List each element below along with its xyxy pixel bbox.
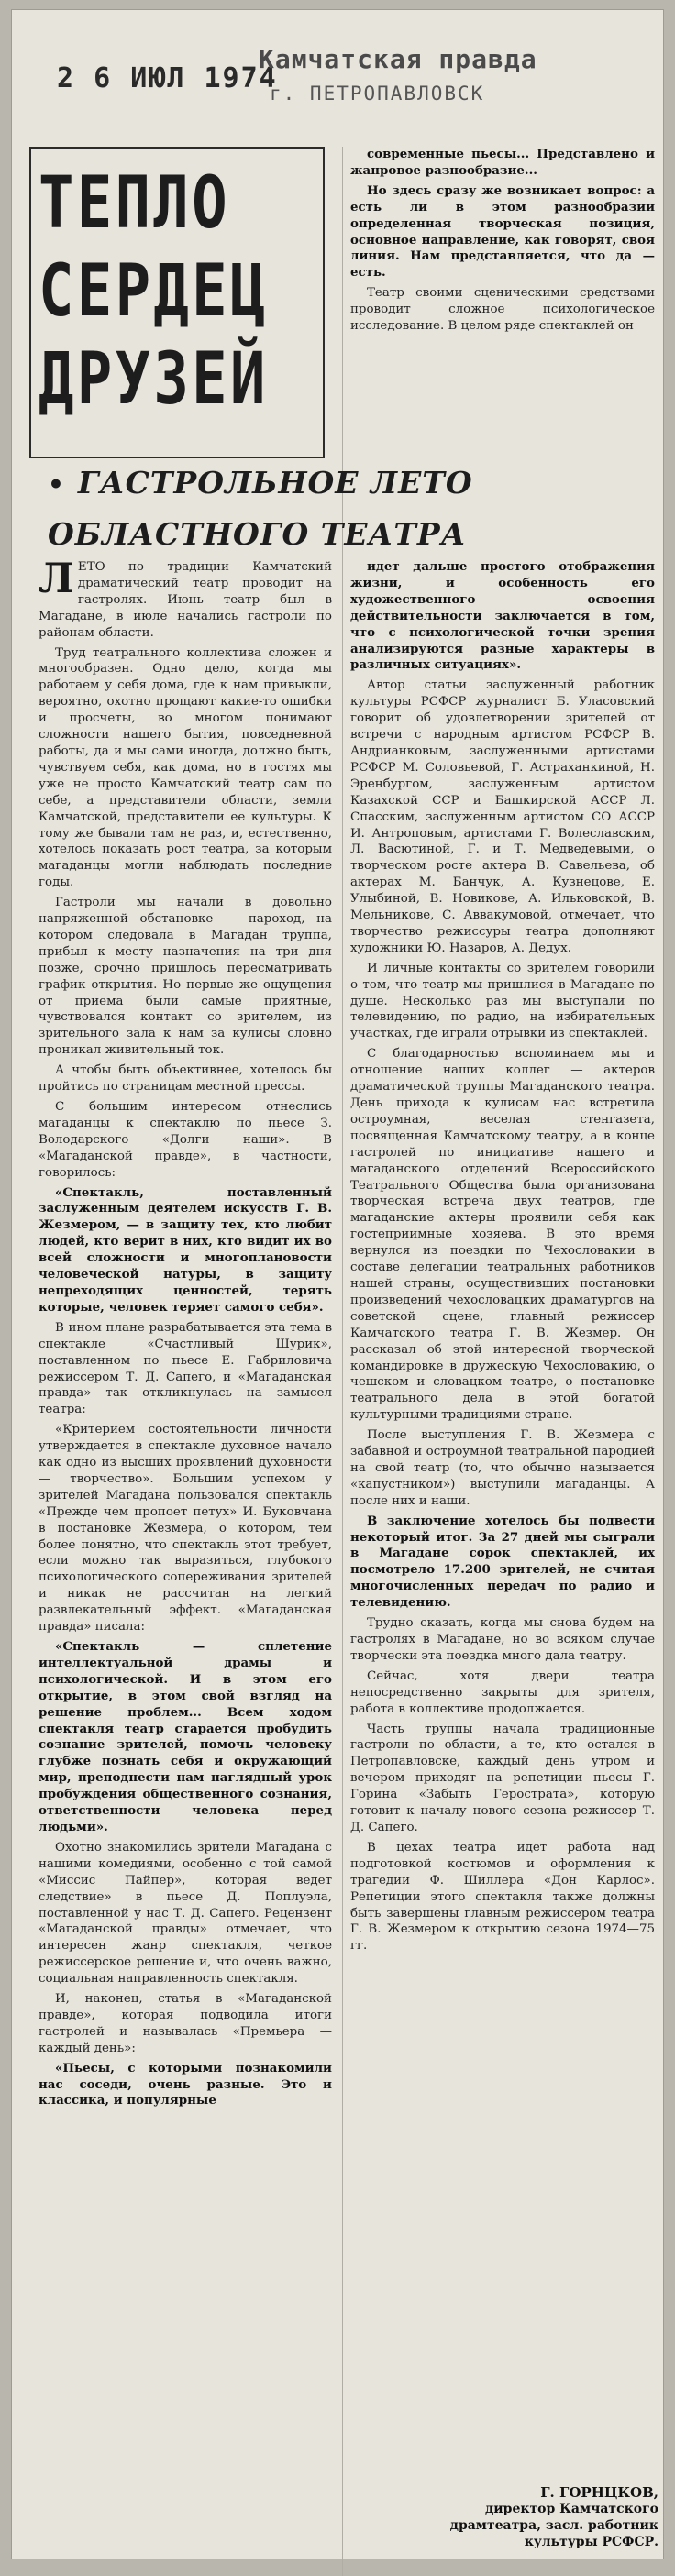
- quote-paragraph: идет дальше простого отображения жизни, и особенность его художественного освоения действительности заключается в том, что с психологической точки зрения анализируются разные характеры в различных ситуациях».: [350, 559, 655, 673]
- subtitle-line-1: • ГАСТРОЛЬНОЕ ЛЕТО: [48, 465, 473, 501]
- headline-box: [29, 147, 325, 458]
- summary-paragraph: В заключение хотелось бы подвести некоторый итог. За 27 дней мы сыграли в Магадане сорок спектаклей, их посмотрело 17.200 зрителей, не считая многочисленных передач по радио и телевидению.: [350, 1513, 655, 1611]
- quote-paragraph: «Пьесы, с которыми познакомили нас соседи, очень разные. Это и классика, и популярные: [39, 2060, 332, 2108]
- city-stamp: г. ПЕТРОПАВЛОВСК: [270, 83, 485, 105]
- paragraph: Гастроли мы начали в довольно напряженной обстановке — пароход, на котором следовала в Магадан труппа, прибыл к месту назначения на три дня позже, срочно пришлось пересматривать график открытия. Но первые же ощущения от приема были самые приятные, чувствовался контакт со зрителем, из зрительного зала к нам за кулисы словно проникал живительный ток.: [39, 896, 332, 1058]
- quote-paragraph: «Спектакль, поставленный заслуженным деятелем искусств Г. В. Жезмером, — в защиту тех, кто любит людей, кто верит в них, кто видит их во всей сложности и многоплановости человеческой натуры, в защиту непреходящих ценностей, терять которые, человек теряет самого себя».: [39, 1184, 332, 1315]
- paragraph: А чтобы быть объективнее, хотелось бы пройтись по страницам местной прессы.: [39, 1063, 332, 1095]
- author-signature: [415, 2484, 658, 2550]
- bullet-icon: •: [48, 469, 65, 500]
- paragraph: Труд театрального коллектива сложен и многообразен. Одно дело, когда мы работаем у себя дома, где к нам привыкли, вероятно, охотно прощают какие-то ошибки и просчеты, во многом понимают сложности нашего бытия, повседневной работы, да и мы сами иногда, должно быть, чувствуем себя, как дома, но в гостях мы уже не просто Камчатский театр сам по себе, а представители области, земли Камчатской, представители ее культуры. К тому же бывали там не раз, и, естественно, хотелось показать рост театра, за которым магаданцы могли наблюдать последние годы.: [39, 645, 332, 890]
- subtitle: [48, 458, 635, 559]
- dropcap: Л: [39, 556, 74, 602]
- quote-paragraph: «Спектакль — сплетение интеллектуальной драмы и психологической. И в этом его открытие, в этом свой взгляд на решение проблем... Всем ходом спектакля театр старается пробудить сознание зрителей, помочь человеку глубже познать себя и окружающий мир, преподнести нам наглядный урок пробуждения общественного сознания, ответственности человека перед людьми».: [39, 1639, 332, 1834]
- paragraph: С благодарностью вспоминаем мы и отношение наших коллег — актеров драматической труппы Магаданского театра. День прихода к кулисам нас встретила остроумная, веселая стенгазета, посвященная Камчатскому театру, а в конце гастролей по инициативе нашего и магаданского отделений Всероссийского Театрального Общества была организована творческая встреча двух театров, где магаданские актеры проявили себя как гостеприимные хозяева. В это время вернулся из поездки по Чехословакии в составе делегации театральных работников нашей страны, осуществивших постановки произведений чехословацких драматургов на советской сцене, главный режиссер Камчатского театра Г. В. Жезмер. Он рассказал об этой интересной творческой командировке в дружескую Чехословакию, о чешском и словацком театре, о постановке театрального дела в этой богатой культурными традициями стране.: [350, 1047, 655, 1423]
- paragraph: После выступления Г. В. Жезмера с забавной и остроумной театральной пародией на свой театр (то, что обычно называется «капустником») выступили магаданцы. А после них и наши.: [350, 1428, 655, 1508]
- paragraph: В ином плане разрабатывается эта тема в спектакле «Счастливый Шурик», поставленном по пьесе Е. Габриловича режиссером Т. Д. Сапего, и «Магаданская правда» так откликнулась на замысел театра:: [39, 1320, 332, 1417]
- paragraph-lead: ЛЕТО по традиции Камчатский драматический театр проводит на гастролях. Июнь театр был в Магадане, в июле начались гастроли по районам области.: [39, 556, 332, 640]
- paragraph: Автор статьи заслуженный работник культуры РСФСР журналист Б. Уласовский говорит об удовлетворении зрителей от встречи с народным артистом РСФСР В. Андрианковым, заслуженными артистами РСФСР М. Соловьевой, Г. Астраханкиной, Н. Эренбургом, заслуженным артистом Казахской ССР и Башкирской АССР Л. Спасским, заслуженным артистом СО АССР И. Антроповым, артистами Г. Волеславским, Л. Васютиной, Г. и Т. Медведевыми, о творческом росте актера В. Савельева, об актерах М. Банчук, А. Кузнецове, Е. Улыбиной, В. Новикове, А. Ильковской, В. Мельникове, С. Аввакумовой, отмечает, что творчество режиссуры театра дополняют художники Ю. Назаров, А. Дедух.: [350, 678, 655, 955]
- newspaper-clipping: [11, 9, 664, 2559]
- newspaper-name-stamp: Камчатская правда: [259, 44, 537, 74]
- article-right-column: [350, 559, 655, 1958]
- headline-line: ДРУЗЕЙ: [39, 338, 269, 421]
- top-right-column: [350, 147, 655, 338]
- headline-line: СЕРДЕЦ: [39, 250, 269, 333]
- headline-line: ТЕПЛО: [39, 162, 230, 245]
- paragraph: Охотно знакомились зрители Магадана с нашими комедиями, особенно с той самой «Миссис Пайпер», которая ведет следствие» в пьесе Д. Поплуэла, поставленной у нас Т. Д. Сапего. Рецензент «Магаданской правды» отмечает, что интересен жанр спектакля, четкое режиссерское решение и, что очень важно, социальная направленность спектакля.: [39, 1840, 332, 1987]
- paragraph: современные пьесы... Представлено и жанровое разнообразие...: [350, 147, 655, 178]
- date-stamp: 2 6 ИЮЛ 1974: [57, 62, 278, 94]
- paragraph: Часть труппы начала традиционные гастроли по области, а те, кто остался в Петропавловске, каждый день утром и вечером приходят на репетиции пьесы Г. Горина «Забыть Герострата», которую готовит к началу нового сезона режиссер Т. Д. Сапего.: [350, 1722, 655, 1834]
- paragraph: Сейчас, хотя двери театра непосредственно закрыты для зрителя, работа в коллективе продолжается.: [350, 1668, 655, 1716]
- paragraph: Но здесь сразу же возникает вопрос: а есть ли в этом разнообразии определенная творческая позиция, основное направление, как говорят, своя линия. Нам представляется, что да — есть.: [350, 182, 655, 281]
- paragraph: «Критерием состоятельности личности утверждается в спектакле духовное начало как одно из высших проявлений духовности — творчество». Большим успехом у зрителей Магадана пользовался спектакль «Прежде чем пропоет петух» И. Буковчана в постановке Жезмера, о котором, тем более понятно, что спектакль этот требует, если можно так выразиться, глубокого психологического сопереживания зрителей и никак не рассчитан на легкий развлекательный эффект. «Магаданская правда» писала:: [39, 1423, 332, 1635]
- paragraph: С большим интересом отнеслись магаданцы к спектаклю по пьесе З. Володарского «Долги наши». В «Магаданской правде», в частности, говорилось:: [39, 1100, 332, 1180]
- paragraph: В цехах театра идет работа над подготовкой костюмов и оформления к трагедии Ф. Шиллера «Дон Карлос». Репетиции этого спектакля также должны быть завершены главным режиссером театра Г. В. Жезмером к открытию сезона 1974—75 гг.: [350, 1840, 655, 1954]
- subtitle-line-2: ОБЛАСТНОГО ТЕАТРА: [48, 516, 467, 552]
- paragraph: Трудно сказать, когда мы снова будем на гастролях в Магадане, но во всяком случае творчески эта поездка много дала театру.: [350, 1616, 655, 1663]
- headline-column: [29, 147, 339, 458]
- author-role: директор Камчатского драмтеатра, засл. работник культуры РСФСР.: [449, 2502, 658, 2549]
- paragraph: Театр своими сценическими средствами проводит сложное психологическое исследование. В целом ряде спектаклей он: [350, 286, 655, 334]
- paragraph: И личные контакты со зрителем говорили о том, что театр мы пришлися в Магадане по душе. Несколько раз мы выступали по телевидению, по радио, на избирательных участках, где играли отрывки из спектаклей.: [350, 961, 655, 1041]
- article-left-column: [39, 556, 332, 2113]
- author-name: Г. ГОРНЦКОВ,: [540, 2484, 658, 2501]
- paragraph: И, наконец, статья в «Магаданской правде», которая подводила итоги гастролей и называлась «Премьера — каждый день»:: [39, 1992, 332, 2055]
